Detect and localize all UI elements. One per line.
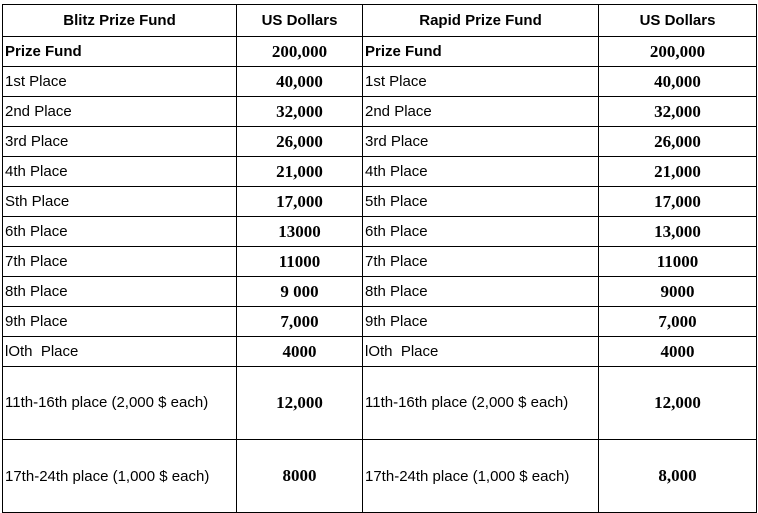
blitz-label: 6th Place [3,217,237,247]
rapid-label: 17th-24th place (1,000 $ each) [363,440,599,513]
table-row [3,217,757,247]
rapid-label: 6th Place [363,217,599,247]
rapid-value: 200,000 [599,37,757,67]
rapid-label: 11th-16th place (2,000 $ each) [363,367,599,440]
blitz-value: 32,000 [237,97,363,127]
blitz-label: 4th Place [3,157,237,187]
blitz-label: 11th-16th place (2,000 $ each) [3,367,237,440]
rapid-value: 11000 [599,247,757,277]
rapid-value: 7,000 [599,307,757,337]
blitz-currency-header: US Dollars [237,5,363,37]
blitz-label: 8th Place [3,277,237,307]
header-row [3,5,757,37]
blitz-value: 11000 [237,247,363,277]
blitz-label: 17th-24th place (1,000 $ each) [3,440,237,513]
blitz-value: 40,000 [237,67,363,97]
table-row [3,127,757,157]
table-row [3,307,757,337]
blitz-header: Blitz Prize Fund [3,5,237,37]
blitz-value: 9 000 [237,277,363,307]
blitz-label: 7th Place [3,247,237,277]
rapid-label: 5th Place [363,187,599,217]
table-row [3,157,757,187]
blitz-value: 21,000 [237,157,363,187]
rapid-label: lOth Place [363,337,599,367]
blitz-value: 200,000 [237,37,363,67]
blitz-label: 9th Place [3,307,237,337]
rapid-label: 4th Place [363,157,599,187]
rapid-label: 1st Place [363,67,599,97]
blitz-label: Sth Place [3,187,237,217]
table-row [3,277,757,307]
rapid-header: Rapid Prize Fund [363,5,599,37]
rapid-value: 12,000 [599,367,757,440]
blitz-value: 13000 [237,217,363,247]
blitz-value: 8000 [237,440,363,513]
rapid-label: 8th Place [363,277,599,307]
table-row [3,367,757,440]
rapid-currency-header: US Dollars [599,5,757,37]
table-row [3,37,757,67]
rapid-label: 9th Place [363,307,599,337]
table-row [3,440,757,513]
blitz-value: 17,000 [237,187,363,217]
blitz-label: lOth Place [3,337,237,367]
table-row [3,337,757,367]
blitz-label: 3rd Place [3,127,237,157]
blitz-label: 1st Place [3,67,237,97]
blitz-value: 26,000 [237,127,363,157]
rapid-value: 8,000 [599,440,757,513]
blitz-value: 12,000 [237,367,363,440]
table-row [3,67,757,97]
blitz-value: 4000 [237,337,363,367]
rapid-value: 21,000 [599,157,757,187]
rapid-value: 32,000 [599,97,757,127]
rapid-label: 2nd Place [363,97,599,127]
rapid-label: 7th Place [363,247,599,277]
blitz-value: 7,000 [237,307,363,337]
rapid-label: Prize Fund [363,37,599,67]
prize-fund-table [2,4,757,513]
rapid-value: 4000 [599,337,757,367]
rapid-value: 9000 [599,277,757,307]
table-row [3,97,757,127]
rapid-label: 3rd Place [363,127,599,157]
table-row [3,247,757,277]
blitz-label: Prize Fund [3,37,237,67]
rapid-value: 17,000 [599,187,757,217]
table-row [3,187,757,217]
blitz-label: 2nd Place [3,97,237,127]
rapid-value: 26,000 [599,127,757,157]
rapid-value: 13,000 [599,217,757,247]
rapid-value: 40,000 [599,67,757,97]
